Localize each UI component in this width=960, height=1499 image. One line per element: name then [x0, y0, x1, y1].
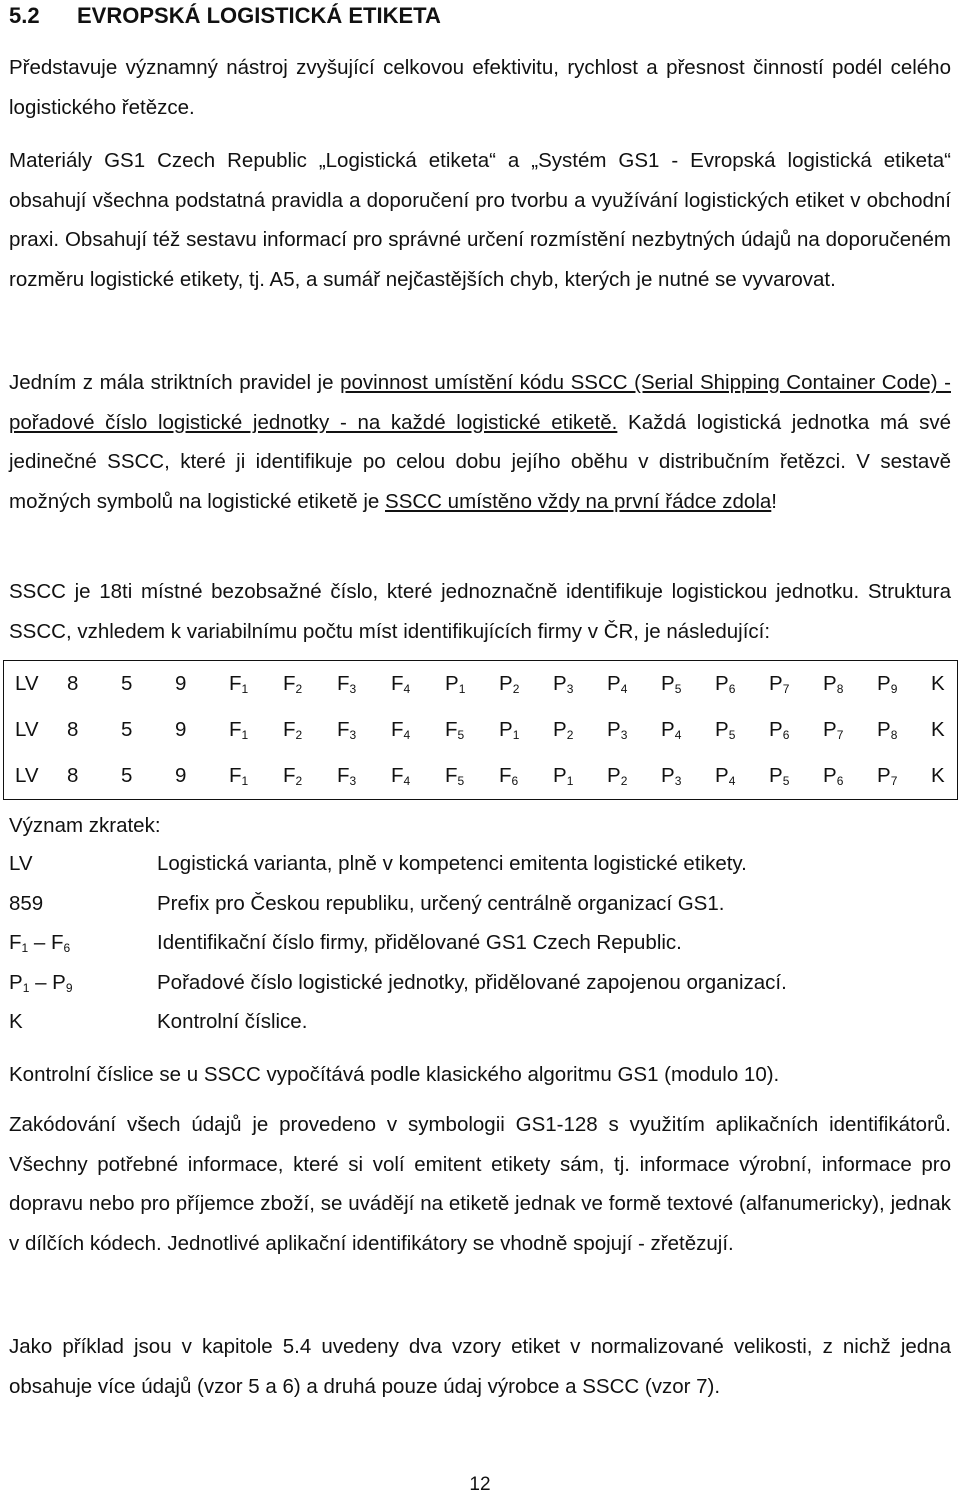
abbreviation-code: LV	[9, 852, 33, 875]
table-cell: $P_7$	[877, 764, 898, 788]
table-cell: $P_9$	[877, 672, 898, 696]
example-paragraph: Jako příklad jsou v kapitole 5.4 uvedeny dva vzory etiket v normalizované velikosti, z nichž jedna obsahuje více údajů (vzor 5 a 6) a druhá pouze údaj výrobce a SSCC (vzor 7).	[9, 1335, 951, 1398]
abbreviation-item	[9, 884, 787, 924]
abbreviation-meaning: Logistická varianta, plně v kompetenci emitenta logistické etikety.	[157, 852, 747, 875]
table-cell: $P_2$	[553, 718, 574, 742]
table-cell: $P_2$	[499, 672, 520, 696]
intro-paragraph: Představuje významný nástroj zvyšující celkovou efektivitu, rychlost a přesnost činností podél celého logistického řetězce.	[9, 56, 951, 119]
table-cell: 9	[175, 764, 187, 787]
table-cell: K	[931, 718, 945, 741]
table-cell: $P_4$	[715, 764, 736, 788]
sscc-structure-paragraph: SSCC je 18ti místné bezobsažné číslo, které jednoznačně identifikuje logistickou jednotku. Struktura SSCC, vzhledem k variabilnímu počtu míst identifikujících firmy v ČR, je následující:	[9, 580, 951, 643]
table-cell: 9	[175, 718, 187, 741]
page-number: 12	[469, 1474, 491, 1495]
table-cell: $P_5$	[769, 764, 790, 788]
table-cell: $F_1$	[229, 718, 249, 742]
table-cell: 5	[121, 672, 133, 695]
table-cell: $F_3$	[337, 672, 357, 696]
table-cell: $F_3$	[337, 718, 357, 742]
table-cell: $P_6$	[823, 764, 844, 788]
table-cell: 5	[121, 718, 133, 741]
materials-paragraph: Materiály GS1 Czech Republic „Logistická etiketa“ a „Systém GS1 - Evropská logistická etiketa“ obsahují všechna podstatná pravidla a doporučení pro tvorbu a využívání logistických etiket v obchodní praxi. Obsahují též sestavu informací pro správné určení rozmístění nezbytných údajů na doporučeném rozměru logistické etikety, tj. A5, a sumář nejčastějších chyb, kterých je nutné se vyvarovat.	[9, 149, 951, 291]
table-cell: 5	[121, 764, 133, 787]
section-heading	[9, 3, 441, 29]
abbreviation-meaning: Prefix pro Českou republiku, určený centrálně organizací GS1.	[157, 891, 725, 915]
table-cell: $F_3$	[337, 764, 357, 788]
table-cell: K	[931, 764, 945, 787]
rule-text-b: Každá logistická jednotka má své jedinečné SSCC, které ji identifikuje po celou dobu jejího oběhu v distribučním řetězci. V sestavě možných symbolů na logistické etiketě je	[9, 410, 951, 513]
sscc-structure-table	[3, 660, 958, 800]
sscc-table-row	[4, 753, 958, 800]
abbreviation-code: 859	[9, 891, 44, 915]
table-cell: $F_4$	[391, 764, 411, 788]
table-cell: $P_2$	[607, 764, 628, 788]
encoding-paragraph: Zakódování všech údajů je provedeno v symbologii GS1-128 s využitím aplikačních identifikátorů. Všechny potřebné informace, které si volí emitent etikety sám, tj. informace výrobní, informace pro dopravu nebo pro příjemce zboží, se uvádějí na etiketě jednak ve formě textové (alfanumericky), jednak v dílčích kódech. Jednotlivé aplikační identifikátory se vhodně spojují - zřetězují.	[9, 1113, 951, 1255]
table-cell: $F_5$	[445, 764, 465, 788]
rule-text-a: Jedním z mála striktních pravidel je	[9, 371, 341, 394]
abbreviation-item	[9, 923, 787, 963]
table-cell: $P_5$	[715, 718, 736, 742]
table-cell: $P_3$	[553, 672, 574, 696]
table-cell: $P_1$	[499, 718, 520, 742]
table-cell: 8	[67, 718, 79, 741]
table-cell: $P_3$	[661, 764, 682, 788]
table-cell: K	[931, 672, 945, 695]
table-cell: LV	[15, 672, 39, 695]
section-number: 5.2	[9, 3, 40, 28]
table-cell: $F_6$	[499, 764, 519, 788]
table-cell: $P_1$	[445, 672, 466, 696]
table-cell: $F_4$	[391, 672, 411, 696]
abbreviation-meaning: Pořadové číslo logistické jednotky, přidělované zapojenou organizací.	[157, 970, 787, 994]
check-digit-paragraph: Kontrolní číslice se u SSCC vypočítává podle klasického algoritmu GS1 (modulo 10).	[9, 1063, 780, 1086]
table-cell: $P_1$	[553, 764, 574, 788]
table-cell: $F_2$	[283, 718, 303, 742]
sscc-rule-paragraph	[9, 363, 951, 521]
table-cell: LV	[15, 764, 39, 787]
table-cell: $P_4$	[661, 718, 682, 742]
rule-text-c: !	[771, 489, 777, 513]
table-cell: $P_6$	[715, 672, 736, 696]
section-title: EVROPSKÁ LOGISTICKÁ ETIKETA	[77, 3, 441, 28]
abbreviation-code: $F_1 - F_6$	[9, 931, 71, 955]
sscc-table-row	[4, 707, 958, 753]
table-cell: $F_1$	[229, 764, 249, 788]
table-cell: $P_3$	[607, 718, 628, 742]
table-cell: $P_7$	[823, 718, 844, 742]
table-cell: $F_2$	[283, 672, 303, 696]
table-cell: 8	[67, 672, 79, 695]
table-cell: $P_8$	[823, 672, 844, 696]
abbreviation-meaning: Identifikační číslo firmy, přidělované GS1 Czech Republic.	[157, 931, 682, 954]
abbreviation-meaning: Kontrolní číslice.	[157, 1010, 308, 1033]
table-cell: $P_8$	[877, 718, 898, 742]
abbreviation-item	[9, 844, 787, 884]
abbreviations-list	[9, 844, 787, 1042]
table-cell: $P_4$	[607, 672, 628, 696]
table-cell: $F_5$	[445, 718, 465, 742]
rule-underlined-2: SSCC umístěno vždy na první řádce zdola	[385, 489, 772, 513]
table-cell: $P_7$	[769, 672, 790, 696]
table-cell: $F_4$	[391, 718, 411, 742]
abbreviation-code: K	[9, 1010, 23, 1033]
table-cell: $F_2$	[283, 764, 303, 788]
table-cell: 9	[175, 672, 187, 695]
abbreviation-item	[9, 1002, 787, 1042]
sscc-table-row	[4, 661, 958, 708]
abbreviation-item	[9, 963, 787, 1003]
table-cell: LV	[15, 718, 39, 741]
abbreviations-title: Význam zkratek:	[9, 814, 161, 837]
table-cell: $P_5$	[661, 672, 682, 696]
abbreviation-code: $P_1 - P_9$	[9, 970, 73, 995]
table-cell: $F_1$	[229, 672, 249, 696]
table-cell: $P_6$	[769, 718, 790, 742]
rule-underlined-1: povinnost umístění kódu SSCC (Serial Shipping Container Code) - pořadové číslo logistické jednotky - na každé logistické etiketě.	[9, 371, 951, 434]
table-cell: 8	[67, 764, 79, 787]
